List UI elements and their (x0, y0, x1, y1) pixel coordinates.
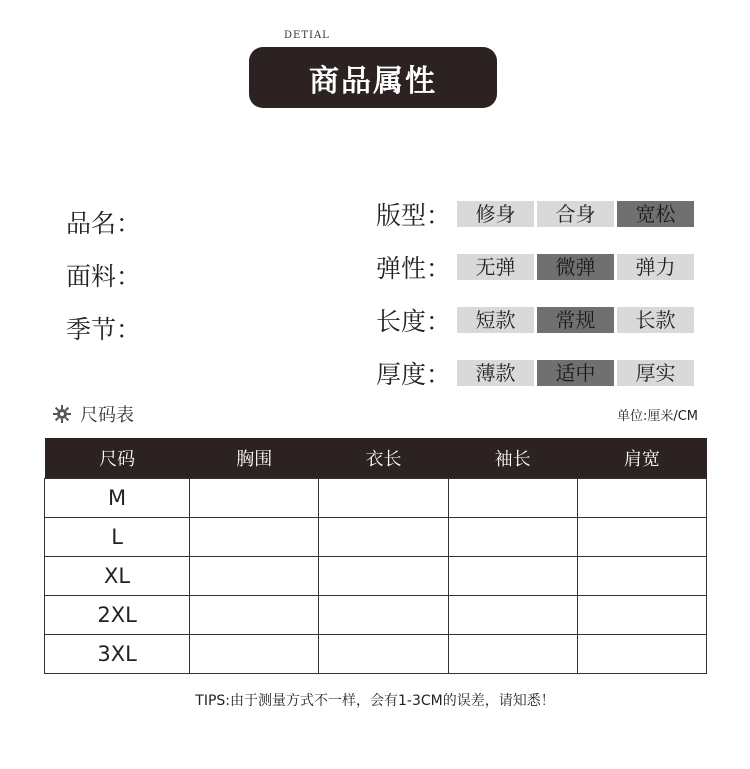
table-row (45, 557, 707, 596)
attribute-row (376, 346, 694, 399)
attribute-option: 短款 (457, 307, 534, 333)
column-header: 胸围 (190, 438, 319, 479)
column-header: 袖长 (448, 438, 577, 479)
attribute-option-selected: 适中 (537, 360, 614, 386)
measure-cell (319, 518, 448, 557)
detial-label: DETIAL (284, 30, 330, 41)
size-chart-title (52, 401, 134, 427)
attribute-options (457, 307, 694, 333)
tips-text: TIPS:由于测量方式不一样，会有1-3CM的误差，请知悉！ (195, 693, 555, 709)
size-cell: L (45, 518, 190, 557)
table-header-row (45, 438, 707, 479)
attribute-option: 合身 (537, 201, 614, 227)
measure-cell (448, 518, 577, 557)
measure-cell (190, 518, 319, 557)
column-header: 衣长 (319, 438, 448, 479)
gear-icon (52, 404, 72, 424)
attribute-options (457, 254, 694, 280)
attribute-option: 长款 (617, 307, 694, 333)
table-row (45, 635, 707, 674)
info-season-label: 季节： (66, 315, 142, 344)
attribute-label: 版型： (376, 200, 452, 230)
attribute-label: 长度： (376, 306, 452, 336)
info-fabric-label: 面料： (66, 262, 142, 291)
column-header: 肩宽 (577, 438, 706, 479)
info-name-label: 品名： (66, 209, 142, 238)
measure-cell (190, 557, 319, 596)
measure-cell (448, 557, 577, 596)
size-cell: XL (45, 557, 190, 596)
attribute-options (457, 360, 694, 386)
measure-cell (577, 635, 706, 674)
measure-cell (319, 557, 448, 596)
measure-cell (448, 596, 577, 635)
attribute-option: 修身 (457, 201, 534, 227)
size-cell: 3XL (45, 635, 190, 674)
table-row (45, 479, 707, 518)
size-chart-title-text: 尺码表 (80, 405, 134, 426)
attribute-option: 无弹 (457, 254, 534, 280)
basic-info (66, 202, 141, 361)
size-cell: 2XL (45, 596, 190, 635)
measure-cell (448, 635, 577, 674)
attribute-option-selected: 宽松 (617, 201, 694, 227)
measure-cell (190, 596, 319, 635)
measure-cell (448, 479, 577, 518)
attribute-row (376, 187, 694, 240)
attribute-list (376, 187, 694, 399)
attribute-options (457, 201, 694, 227)
attribute-option-selected: 微弹 (537, 254, 614, 280)
measure-cell (319, 635, 448, 674)
measure-cell (190, 479, 319, 518)
attribute-option: 薄款 (457, 360, 534, 386)
attribute-option: 弹力 (617, 254, 694, 280)
size-cell: M (45, 479, 190, 518)
measure-cell (190, 635, 319, 674)
size-table (44, 438, 707, 674)
measure-cell (577, 596, 706, 635)
column-header: 尺码 (45, 438, 190, 479)
attribute-row (376, 293, 694, 346)
attribute-row (376, 240, 694, 293)
measure-cell (319, 596, 448, 635)
measure-cell (319, 479, 448, 518)
table-row (45, 518, 707, 557)
measure-cell (577, 557, 706, 596)
attribute-label: 弹性： (376, 253, 452, 283)
unit-label: 单位:厘米/CM (616, 409, 698, 424)
table-row (45, 596, 707, 635)
measure-cell (577, 479, 706, 518)
page-title: 商品属性 (249, 47, 497, 108)
attribute-label: 厚度： (376, 359, 452, 389)
measure-cell (577, 518, 706, 557)
attribute-option-selected: 常规 (537, 307, 614, 333)
attribute-option: 厚实 (617, 360, 694, 386)
